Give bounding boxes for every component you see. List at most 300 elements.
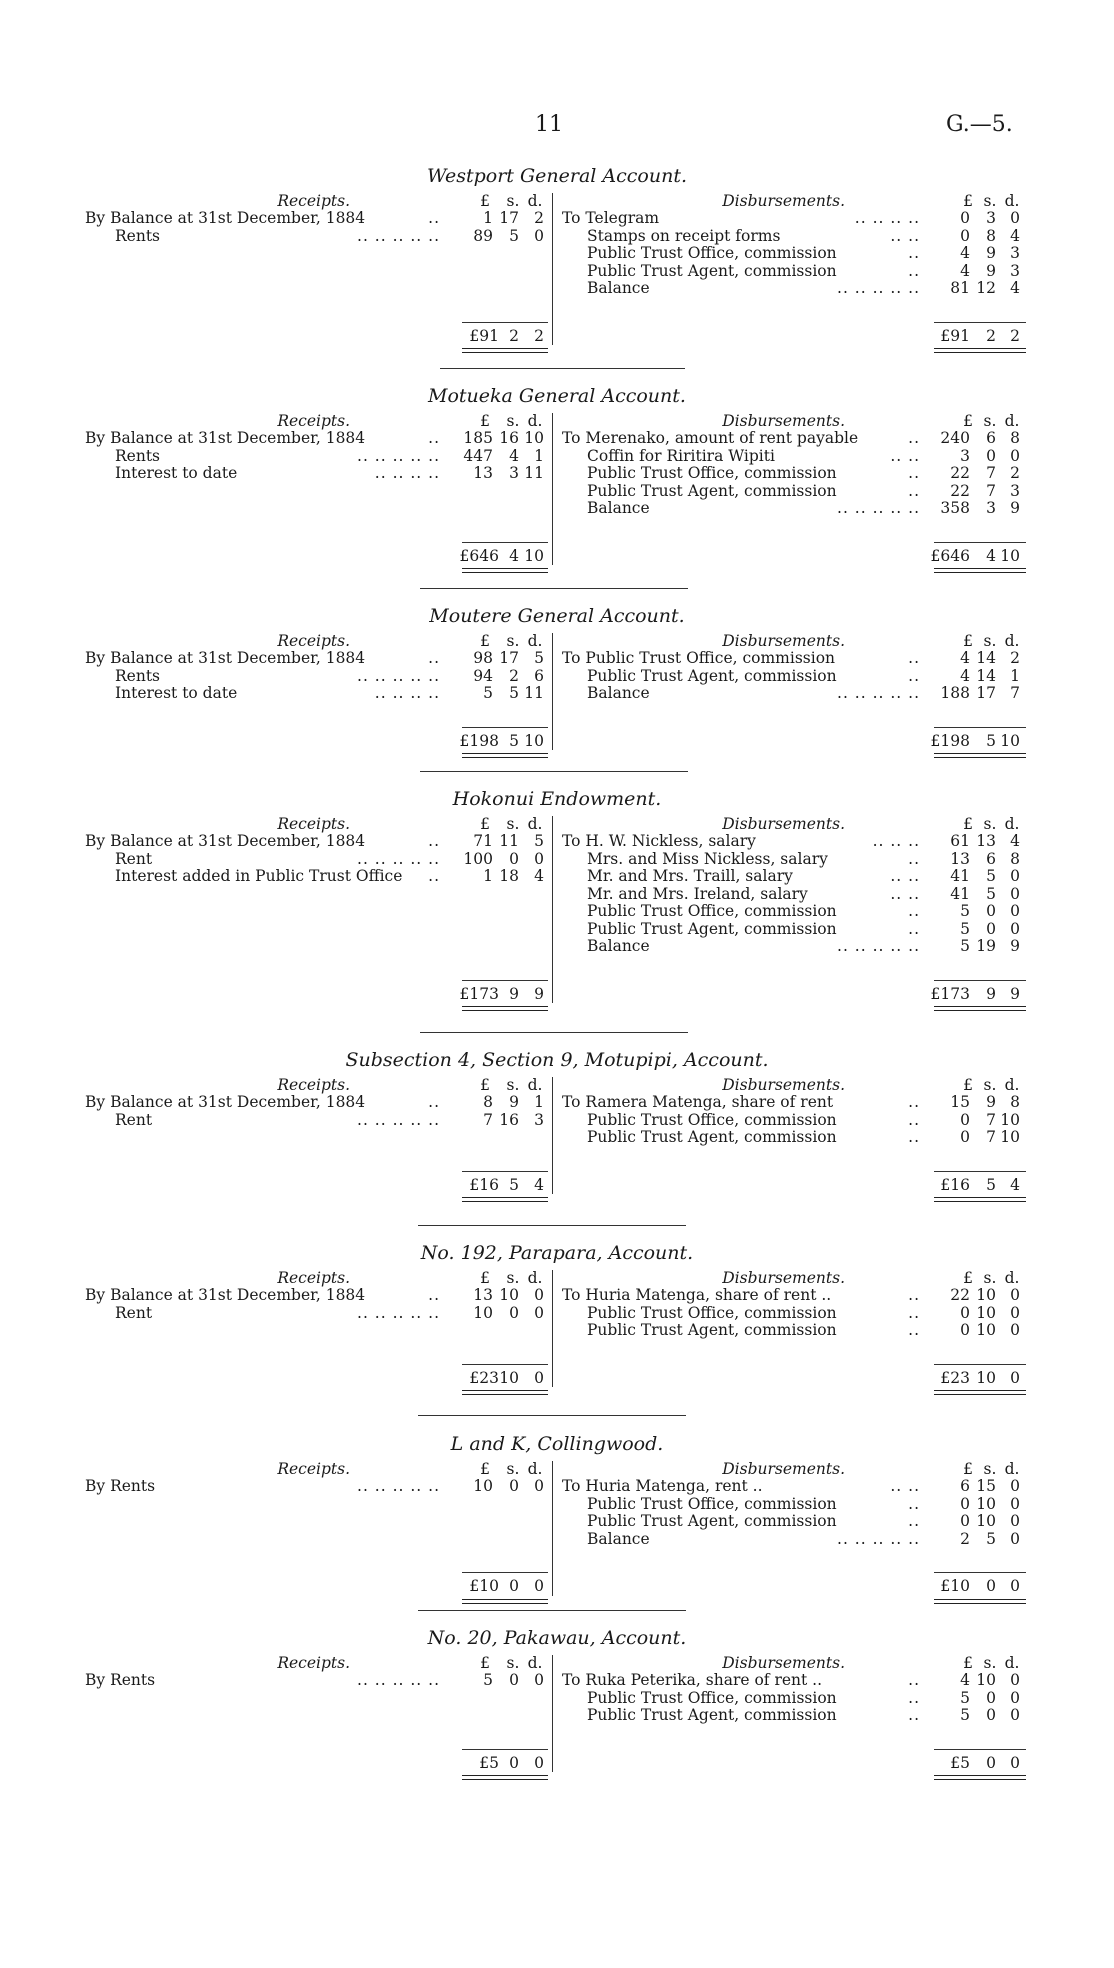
receipt-label: Interest added in Public Trust Office bbox=[115, 867, 403, 885]
amount-shillings: 0 bbox=[509, 1577, 519, 1595]
disbursements-double-rule bbox=[934, 1599, 1026, 1604]
amount-shillings: 9 bbox=[986, 1093, 996, 1111]
account-title: No. 20, Pakawau, Account. bbox=[427, 1627, 687, 1649]
amount-pounds: 0 bbox=[960, 209, 970, 227]
amount-pounds: 13 bbox=[950, 849, 970, 868]
receipts-total-rule bbox=[462, 1749, 548, 1750]
page-reference: G.—5. bbox=[946, 112, 1013, 137]
disbursement-row bbox=[0, 1496, 1114, 1514]
disbursements-total-rule bbox=[934, 1171, 1026, 1172]
receipts-total-rule bbox=[462, 980, 548, 981]
disbursement-row bbox=[0, 851, 1114, 869]
amount-pounds: 188 bbox=[940, 684, 970, 702]
amount-pounds: 7 bbox=[483, 1110, 493, 1129]
disbursement-leader: .. bbox=[908, 666, 920, 685]
disbursement-leader: .. .. bbox=[890, 1477, 920, 1495]
amount-shillings: 16 bbox=[499, 1110, 519, 1129]
receipts-unit-pounds: £ bbox=[480, 192, 490, 210]
disbursements-total bbox=[0, 548, 1114, 566]
disbursement-leader: .. bbox=[908, 919, 920, 938]
amount-pounds: 5 bbox=[483, 684, 493, 702]
disbursements-unit-pounds: £ bbox=[963, 192, 973, 210]
amount-shillings: 6 bbox=[986, 429, 996, 447]
disbursements-unit-shillings: s. bbox=[983, 1269, 997, 1287]
amount-pounds: £10 bbox=[469, 1577, 499, 1595]
amount-pounds: 4 bbox=[960, 261, 970, 280]
amount-shillings: 9 bbox=[509, 984, 519, 1003]
disbursement-row bbox=[0, 1094, 1114, 1112]
receipt-label: Rent bbox=[115, 1110, 153, 1129]
disbursement-label: To Huria Matenga, share of rent .. bbox=[562, 1286, 832, 1304]
disbursements-total bbox=[0, 328, 1114, 346]
disbursement-label: Public Trust Office, commission bbox=[587, 1303, 837, 1322]
disbursement-row bbox=[0, 228, 1114, 246]
disbursements-unit-pounds: £ bbox=[963, 632, 973, 650]
amount-pounds: £91 bbox=[469, 326, 499, 345]
amount-shillings: 9 bbox=[986, 984, 996, 1003]
receipt-leader: .. bbox=[428, 649, 440, 667]
disbursement-label: Public Trust Office, commission bbox=[587, 1110, 837, 1129]
disbursement-row bbox=[0, 1513, 1114, 1531]
receipts-unit-pounds: £ bbox=[480, 1076, 490, 1094]
amount-pounds: 1 bbox=[483, 209, 493, 227]
disbursements-unit-pence: d. bbox=[1004, 632, 1020, 650]
amount-shillings: 2 bbox=[509, 326, 519, 345]
disbursements-total bbox=[0, 986, 1114, 1004]
receipts-double-rule bbox=[462, 568, 548, 573]
receipt-label: By Rents bbox=[85, 1671, 156, 1689]
amount-shillings: 0 bbox=[986, 919, 996, 938]
amount-pence: 3 bbox=[1010, 261, 1020, 280]
amount-shillings: 4 bbox=[509, 546, 519, 565]
receipt-label: By Balance at 31st December, 1884 bbox=[85, 832, 366, 850]
amount-shillings: 0 bbox=[986, 1706, 996, 1724]
amount-shillings: 5 bbox=[986, 884, 996, 903]
amount-pounds: 22 bbox=[950, 1286, 970, 1304]
amount-pounds: 4 bbox=[960, 649, 970, 667]
disbursement-row bbox=[0, 1707, 1114, 1725]
amount-pence: 0 bbox=[1010, 1577, 1020, 1595]
disbursements-heading: Disbursements. bbox=[722, 192, 845, 210]
amount-pence: 0 bbox=[1010, 1688, 1020, 1707]
receipts-unit-shillings: s. bbox=[506, 412, 520, 430]
amount-pence: 1 bbox=[534, 1093, 544, 1111]
amount-pence: 0 bbox=[534, 1368, 544, 1387]
receipts-double-rule bbox=[462, 1599, 548, 1604]
disbursement-leader: .. bbox=[908, 1093, 920, 1111]
amount-pounds: £10 bbox=[940, 1577, 970, 1595]
amount-pounds: 22 bbox=[950, 481, 970, 500]
receipts-total-rule bbox=[462, 1572, 548, 1573]
amount-pence: 0 bbox=[1010, 1529, 1020, 1548]
disbursement-leader: .. bbox=[908, 1286, 920, 1304]
amount-shillings: 3 bbox=[986, 209, 996, 227]
disbursement-leader: .. bbox=[908, 849, 920, 868]
account-title: Motueka General Account. bbox=[428, 385, 686, 407]
amount-pounds: 5 bbox=[960, 1688, 970, 1707]
disbursement-label: Public Trust Agent, commission bbox=[587, 1128, 837, 1146]
disbursement-leader: .. .. .. .. .. bbox=[837, 279, 920, 297]
amount-shillings: 14 bbox=[976, 666, 996, 685]
amount-pounds: 0 bbox=[960, 1321, 970, 1339]
disbursement-leader: .. .. .. .. .. bbox=[837, 499, 920, 517]
disbursements-unit-pence: d. bbox=[1004, 1076, 1020, 1094]
amount-pounds: £91 bbox=[940, 326, 970, 345]
receipt-leader: .. bbox=[428, 1093, 440, 1111]
amount-pounds: 13 bbox=[473, 464, 493, 482]
disbursement-leader: .. bbox=[908, 1110, 920, 1129]
disbursement-label: Public Trust Agent, commission bbox=[587, 1321, 837, 1339]
disbursement-leader: .. bbox=[908, 1494, 920, 1513]
disbursements-double-rule bbox=[934, 1006, 1026, 1011]
receipts-total-rule bbox=[462, 322, 548, 323]
amount-shillings: 11 bbox=[499, 832, 519, 850]
amount-pence: 1 bbox=[1010, 666, 1020, 685]
disbursement-label: Balance bbox=[587, 684, 650, 702]
disbursement-leader: .. bbox=[908, 244, 920, 262]
amount-pence: 0 bbox=[534, 1753, 544, 1772]
disbursements-heading: Disbursements. bbox=[722, 632, 845, 650]
disbursement-label: Public Trust Office, commission bbox=[587, 464, 837, 482]
amount-pence: 0 bbox=[1010, 1753, 1020, 1772]
receipts-unit-pounds: £ bbox=[480, 412, 490, 430]
amount-pence: 0 bbox=[534, 1477, 544, 1495]
disbursement-row bbox=[0, 280, 1114, 298]
receipt-leader: .. bbox=[428, 867, 440, 885]
disbursement-row bbox=[0, 886, 1114, 904]
amount-shillings: 10 bbox=[499, 1368, 519, 1387]
amount-shillings: 10 bbox=[976, 1286, 996, 1304]
disbursement-label: Public Trust Office, commission bbox=[587, 1688, 837, 1707]
amount-shillings: 14 bbox=[976, 649, 996, 667]
amount-shillings: 7 bbox=[986, 464, 996, 482]
disbursement-label: Public Trust Office, commission bbox=[587, 902, 837, 920]
disbursement-label: Coffin for Riritira Wipiti bbox=[587, 446, 775, 465]
amount-pounds: £173 bbox=[459, 984, 499, 1003]
amount-pounds: 5 bbox=[483, 1671, 493, 1689]
receipt-label: Rents bbox=[115, 446, 161, 465]
receipts-heading: Receipts. bbox=[277, 1460, 350, 1478]
disbursement-row bbox=[0, 210, 1114, 228]
amount-pounds: 41 bbox=[950, 867, 970, 885]
amount-pence: 8 bbox=[1010, 849, 1020, 868]
amount-shillings: 0 bbox=[986, 1753, 996, 1772]
amount-pounds: 0 bbox=[960, 1303, 970, 1322]
amount-pounds: £16 bbox=[940, 1175, 970, 1194]
amount-pounds: 10 bbox=[473, 1477, 493, 1495]
disbursements-unit-pence: d. bbox=[1004, 1460, 1020, 1478]
disbursement-label: Balance bbox=[587, 279, 650, 297]
amount-shillings: 10 bbox=[976, 1303, 996, 1322]
amount-pence: 9 bbox=[534, 984, 544, 1003]
disbursement-leader: .. .. .. .. .. bbox=[837, 684, 920, 702]
receipts-unit-pounds: £ bbox=[480, 815, 490, 833]
disbursement-label: To Ramera Matenga, share of rent bbox=[562, 1093, 834, 1111]
receipt-label: By Balance at 31st December, 1884 bbox=[85, 209, 366, 227]
disbursement-row bbox=[0, 1690, 1114, 1708]
disbursement-label: To Huria Matenga, rent .. bbox=[562, 1477, 763, 1495]
receipt-label: By Balance at 31st December, 1884 bbox=[85, 649, 366, 667]
disbursement-row bbox=[0, 263, 1114, 281]
disbursements-unit-pence: d. bbox=[1004, 1654, 1020, 1672]
amount-pence: 2 bbox=[534, 209, 544, 227]
amount-pounds: 5 bbox=[960, 937, 970, 955]
amount-pence: 0 bbox=[1010, 867, 1020, 885]
receipt-leader: .. .. .. .. .. bbox=[357, 1110, 440, 1129]
section-divider bbox=[420, 771, 688, 772]
disbursements-total-rule bbox=[934, 1749, 1026, 1750]
disbursement-label: Public Trust Agent, commission bbox=[587, 1706, 837, 1724]
disbursements-heading: Disbursements. bbox=[722, 1269, 845, 1287]
disbursement-row bbox=[0, 833, 1114, 851]
account-section bbox=[0, 1627, 1114, 1772]
disbursements-total-rule bbox=[934, 322, 1026, 323]
disbursements-double-rule bbox=[934, 753, 1026, 758]
receipts-unit-pounds: £ bbox=[480, 1269, 490, 1287]
amount-pence: 0 bbox=[1010, 1671, 1020, 1689]
amount-shillings: 9 bbox=[986, 261, 996, 280]
amount-pounds: 5 bbox=[960, 919, 970, 938]
section-divider bbox=[420, 588, 688, 589]
receipts-double-rule bbox=[462, 348, 548, 353]
account-section bbox=[0, 385, 1114, 565]
receipt-leader: .. bbox=[428, 209, 440, 227]
amount-pence: 0 bbox=[1010, 902, 1020, 920]
amount-shillings: 16 bbox=[499, 429, 519, 447]
amount-pounds: 89 bbox=[473, 226, 493, 245]
amount-shillings: 5 bbox=[509, 1175, 519, 1194]
amount-pence: 0 bbox=[1010, 1303, 1020, 1322]
amount-pence: 8 bbox=[1010, 1093, 1020, 1111]
amount-shillings: 17 bbox=[976, 684, 996, 702]
account-title: Westport General Account. bbox=[427, 165, 687, 187]
disbursement-label: Mr. and Mrs. Ireland, salary bbox=[587, 884, 808, 903]
disbursement-row bbox=[0, 430, 1114, 448]
receipts-double-rule bbox=[462, 753, 548, 758]
amount-pence: 0 bbox=[1010, 919, 1020, 938]
receipts-unit-shillings: s. bbox=[506, 1269, 520, 1287]
amount-shillings: 5 bbox=[986, 1529, 996, 1548]
amount-shillings: 10 bbox=[976, 1368, 996, 1387]
amount-pence: 11 bbox=[524, 684, 544, 702]
receipts-unit-shillings: s. bbox=[506, 815, 520, 833]
amount-pounds: £198 bbox=[459, 731, 499, 750]
disbursements-unit-shillings: s. bbox=[983, 1654, 997, 1672]
disbursements-total bbox=[0, 1177, 1114, 1195]
disbursements-unit-pounds: £ bbox=[963, 1654, 973, 1672]
receipts-unit-pence: d. bbox=[527, 1076, 543, 1094]
amount-shillings: 15 bbox=[976, 1477, 996, 1495]
amount-pounds: 94 bbox=[473, 666, 493, 685]
disbursement-label: To Merenako, amount of rent payable bbox=[562, 429, 859, 447]
receipt-leader: .. .. .. .. .. bbox=[357, 849, 440, 868]
amount-pounds: 15 bbox=[950, 1093, 970, 1111]
amount-pounds: £646 bbox=[930, 546, 970, 565]
amount-shillings: 17 bbox=[499, 209, 519, 227]
disbursement-leader: .. bbox=[908, 464, 920, 482]
amount-pence: 4 bbox=[534, 1175, 544, 1194]
disbursements-double-rule bbox=[934, 1775, 1026, 1780]
amount-pounds: 4 bbox=[960, 666, 970, 685]
amount-pounds: 98 bbox=[473, 649, 493, 667]
disbursements-heading: Disbursements. bbox=[722, 815, 845, 833]
amount-shillings: 4 bbox=[509, 446, 519, 465]
disbursement-label: Mrs. and Miss Nickless, salary bbox=[587, 849, 828, 868]
amount-pence: 0 bbox=[534, 1286, 544, 1304]
amount-shillings: 5 bbox=[509, 226, 519, 245]
amount-shillings: 4 bbox=[986, 546, 996, 565]
receipts-heading: Receipts. bbox=[277, 412, 350, 430]
section-divider bbox=[418, 1610, 686, 1611]
disbursement-row bbox=[0, 921, 1114, 939]
disbursement-leader: .. bbox=[908, 481, 920, 500]
receipts-unit-pounds: £ bbox=[480, 1460, 490, 1478]
amount-shillings: 5 bbox=[986, 867, 996, 885]
disbursements-unit-pounds: £ bbox=[963, 412, 973, 430]
receipt-label: By Rents bbox=[85, 1477, 156, 1495]
receipts-double-rule bbox=[462, 1006, 548, 1011]
disbursements-unit-pounds: £ bbox=[963, 815, 973, 833]
receipt-leader: .. .. .. .. bbox=[374, 464, 440, 482]
amount-pounds: 13 bbox=[473, 1286, 493, 1304]
disbursements-total-rule bbox=[934, 542, 1026, 543]
amount-pence: 10 bbox=[1000, 1110, 1020, 1129]
disbursement-row bbox=[0, 465, 1114, 483]
disbursement-label: Public Trust Agent, commission bbox=[587, 261, 837, 280]
amount-shillings: 0 bbox=[509, 849, 519, 868]
amount-pounds: £23 bbox=[940, 1368, 970, 1387]
amount-pence: 2 bbox=[1010, 326, 1020, 345]
disbursements-total-rule bbox=[934, 727, 1026, 728]
amount-shillings: 5 bbox=[509, 731, 519, 750]
disbursement-leader: .. bbox=[908, 1512, 920, 1530]
amount-pence: 5 bbox=[534, 649, 544, 667]
amount-pence: 0 bbox=[1010, 1368, 1020, 1387]
receipt-label: Rents bbox=[115, 226, 161, 245]
amount-pounds: 41 bbox=[950, 884, 970, 903]
disbursement-leader: .. .. bbox=[890, 226, 920, 245]
disbursement-leader: .. bbox=[908, 261, 920, 280]
disbursements-total-rule bbox=[934, 1572, 1026, 1573]
amount-pence: 9 bbox=[1010, 499, 1020, 517]
receipt-leader: .. .. .. .. bbox=[374, 684, 440, 702]
disbursement-row bbox=[0, 1112, 1114, 1130]
disbursement-label: Balance bbox=[587, 499, 650, 517]
amount-pounds: £5 bbox=[479, 1753, 499, 1772]
amount-shillings: 5 bbox=[986, 1175, 996, 1194]
amount-pence: 0 bbox=[1010, 1494, 1020, 1513]
disbursement-label: Public Trust Agent, commission bbox=[587, 666, 837, 685]
amount-pounds: 4 bbox=[960, 244, 970, 262]
disbursements-unit-shillings: s. bbox=[983, 632, 997, 650]
amount-shillings: 9 bbox=[509, 1093, 519, 1111]
receipt-leader: .. .. .. .. .. bbox=[357, 1303, 440, 1322]
receipt-leader: .. .. .. .. .. bbox=[357, 226, 440, 245]
amount-pence: 10 bbox=[524, 429, 544, 447]
amount-pence: 0 bbox=[1010, 1706, 1020, 1724]
receipts-total-rule bbox=[462, 1364, 548, 1365]
amount-pence: 4 bbox=[1010, 1175, 1020, 1194]
disbursement-leader: .. .. .. bbox=[872, 832, 920, 850]
receipts-heading: Receipts. bbox=[277, 1654, 350, 1672]
disbursement-label: Balance bbox=[587, 1529, 650, 1548]
amount-shillings: 0 bbox=[509, 1303, 519, 1322]
amount-pounds: 358 bbox=[940, 499, 970, 517]
amount-pounds: 5 bbox=[960, 902, 970, 920]
disbursement-leader: .. bbox=[908, 1321, 920, 1339]
disbursement-leader: .. .. bbox=[890, 867, 920, 885]
receipt-leader: .. .. .. .. .. bbox=[357, 446, 440, 465]
disbursements-total-rule bbox=[934, 1364, 1026, 1365]
receipts-unit-pence: d. bbox=[527, 412, 543, 430]
disbursements-total bbox=[0, 733, 1114, 751]
amount-pence: 1 bbox=[534, 446, 544, 465]
receipts-total-rule bbox=[462, 1171, 548, 1172]
disbursements-total bbox=[0, 1370, 1114, 1388]
disbursements-double-rule bbox=[934, 348, 1026, 353]
account-section bbox=[0, 1242, 1114, 1387]
amount-pence: 4 bbox=[1010, 226, 1020, 245]
amount-pence: 10 bbox=[1000, 1128, 1020, 1146]
amount-pounds: 0 bbox=[960, 1110, 970, 1129]
disbursement-label: Public Trust Office, commission bbox=[587, 244, 837, 262]
disbursement-label: Stamps on receipt forms bbox=[587, 226, 781, 245]
receipt-label: Rents bbox=[115, 666, 161, 685]
disbursement-leader: .. .. .. .. .. bbox=[837, 1529, 920, 1548]
amount-pounds: 0 bbox=[960, 226, 970, 245]
amount-pence: 0 bbox=[1010, 1477, 1020, 1495]
disbursements-heading: Disbursements. bbox=[722, 1654, 845, 1672]
receipts-heading: Receipts. bbox=[277, 192, 350, 210]
amount-shillings: 10 bbox=[976, 1321, 996, 1339]
amount-pence: 10 bbox=[524, 731, 544, 750]
disbursement-leader: .. .. bbox=[890, 446, 920, 465]
amount-shillings: 13 bbox=[976, 832, 996, 850]
page-number: 11 bbox=[535, 112, 563, 137]
amount-pounds: £5 bbox=[950, 1753, 970, 1772]
receipts-heading: Receipts. bbox=[277, 1076, 350, 1094]
amount-shillings: 10 bbox=[499, 1286, 519, 1304]
amount-pounds: 1 bbox=[483, 867, 493, 885]
section-divider bbox=[418, 1225, 686, 1226]
receipts-unit-pence: d. bbox=[527, 632, 543, 650]
amount-pence: 4 bbox=[1010, 832, 1020, 850]
receipts-heading: Receipts. bbox=[277, 815, 350, 833]
amount-pence: 2 bbox=[1010, 649, 1020, 667]
amount-shillings: 10 bbox=[976, 1494, 996, 1513]
disbursements-unit-shillings: s. bbox=[983, 1076, 997, 1094]
disbursements-unit-pence: d. bbox=[1004, 192, 1020, 210]
amount-pounds: 2 bbox=[960, 1529, 970, 1548]
disbursement-leader: .. bbox=[908, 1671, 920, 1689]
amount-shillings: 0 bbox=[986, 1577, 996, 1595]
disbursement-leader: .. bbox=[908, 902, 920, 920]
receipt-leader: .. .. .. .. .. bbox=[357, 666, 440, 685]
receipt-leader: .. .. .. .. .. bbox=[357, 1671, 440, 1689]
account-section bbox=[0, 605, 1114, 750]
disbursements-double-rule bbox=[934, 568, 1026, 573]
amount-shillings: 0 bbox=[986, 1688, 996, 1707]
amount-shillings: 0 bbox=[986, 446, 996, 465]
amount-shillings: 2 bbox=[986, 326, 996, 345]
disbursement-label: Public Trust Office, commission bbox=[587, 1494, 837, 1513]
receipt-leader: .. .. .. .. .. bbox=[357, 1477, 440, 1495]
amount-pence: 9 bbox=[1010, 984, 1020, 1003]
amount-shillings: 6 bbox=[986, 849, 996, 868]
amount-pence: 0 bbox=[534, 226, 544, 245]
receipt-label: Rent bbox=[115, 1303, 153, 1322]
amount-pounds: 6 bbox=[960, 1477, 970, 1495]
